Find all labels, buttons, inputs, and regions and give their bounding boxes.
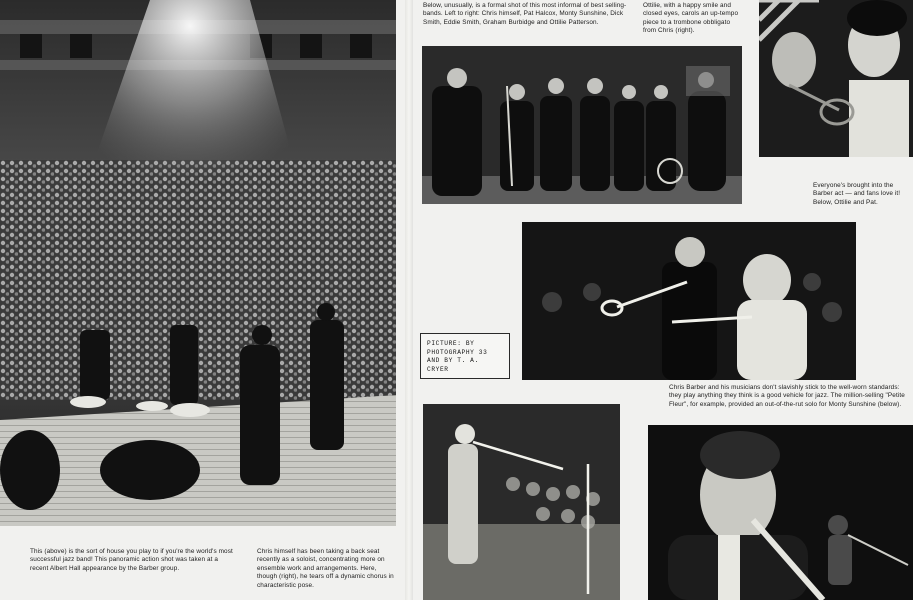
monty-sunshine-clarinet-photo <box>648 425 913 600</box>
fans-caption: Everyone's brought into the Barber act — and fans love it! Below, Ottilie and Pat. <box>813 182 901 206</box>
chris-trombone-solo-photo <box>423 404 620 600</box>
albert-hall-caption: This (above) is the sort of house you play to if you're the world's most successful jazz band! This panoramic action shot was taken at a recent Albert Hall appearance by the Barber group. <box>30 548 233 572</box>
page-gutter <box>405 0 413 600</box>
photo-credit: PICTURE: BY PHOTOGRAPHY 33 AND BY T. A. CRYER <box>420 333 510 379</box>
chris-solo-caption: Chris himself has been taking a back seat recently as a soloist, concentrating more on ensemble work and arrangements. Here, though (right), he tears off a dynamic chorus in characteristic pose. <box>257 548 394 589</box>
albert-hall-concert-photo <box>0 0 396 526</box>
ottilie-chris-trombone-photo <box>759 0 913 157</box>
petite-fleur-caption: Chris Barber and his musicians don't slavishly stick to the well-worn standards: they play anything they think is a good vehicle for jazz. The million-selling "Petite Fleur", for example, provided an out-of-the-rut solo for Monty Sunshine (below). <box>669 384 905 408</box>
ottilie-pat-photo <box>522 222 856 380</box>
band-lineup-caption: Below, unusually, is a formal shot of this most informal of best selling-bands. Left to right: Chris himself, Pat Halcox, Monty Sunshine, Dick Smith, Eddie Smith, Graham Burbidge and Ottilie Patterson. <box>423 2 627 26</box>
band-formal-photo <box>422 46 742 204</box>
ottilie-caption: Ottilie, with a happy smile and closed eyes, carols an up-tempo piece to a trombone obbligato from Chris (right). <box>643 2 739 35</box>
